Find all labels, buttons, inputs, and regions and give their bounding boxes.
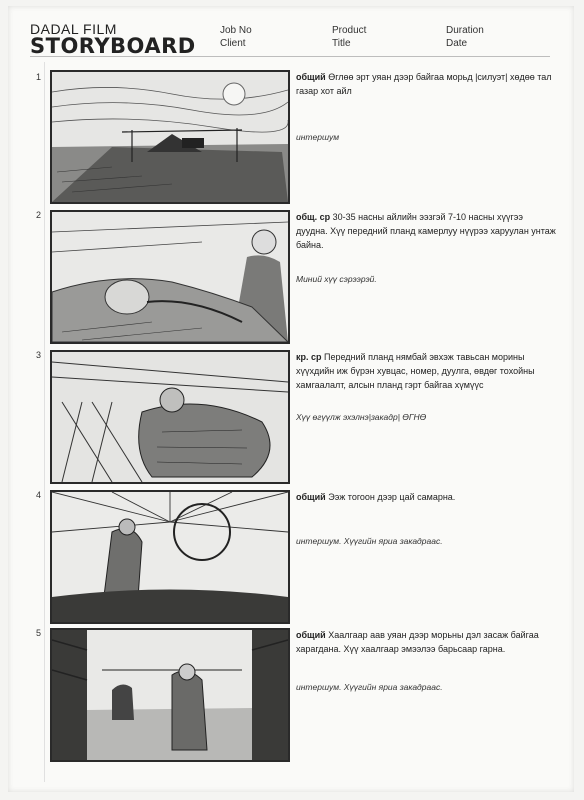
client-label: Client xyxy=(220,38,246,49)
panel-number: 1 xyxy=(36,72,42,82)
audio-note: интершум xyxy=(296,132,340,142)
duration-label: Duration xyxy=(446,25,484,36)
storyboard-frame-4 xyxy=(50,490,290,624)
shot-description: Хаалгаар аав уяан дээр морьны дэл засаж байгаа харагдана. Хүү хаалгаар эмээлээ барьсаар гарна. xyxy=(296,630,539,654)
shot-type: общий xyxy=(296,630,326,640)
sketch-boy-sleeping xyxy=(52,212,288,342)
audio-note: интершум. Хүүгийн яриа закадраас. xyxy=(296,682,443,692)
panel-description xyxy=(296,490,556,504)
panel-description xyxy=(296,70,556,98)
product-label: Product xyxy=(332,25,367,36)
sketch-doorway-horse xyxy=(52,630,288,760)
shot-type: общ. ср xyxy=(296,212,331,222)
brand-logo xyxy=(30,22,196,56)
date-label: Date xyxy=(446,38,468,49)
panel-number: 2 xyxy=(36,210,42,220)
document-title: STORYBOARD xyxy=(30,34,196,58)
panel-number: 4 xyxy=(36,490,42,500)
sketch-mother-tea xyxy=(52,492,288,622)
shot-description: Ээж тогоон дээр цай самарна. xyxy=(325,492,456,502)
shot-type: общий xyxy=(296,72,326,82)
header-divider xyxy=(30,56,550,57)
panel-description xyxy=(296,210,556,252)
storyboard-frame-2 xyxy=(50,210,290,344)
shot-description: 30-35 насны айлийн ээзгэй 7-10 насны хүүгээ дуудна. Хүү передний планд камерлуу нүүрээ харуулан унтаж байна. xyxy=(296,212,556,250)
storyboard-frame-5 xyxy=(50,628,290,762)
shot-type: кр. ср xyxy=(296,352,322,362)
shot-description: Передний планд нямбай эвхэж тавьсан морины хүүхдийн иж бүрэн хувцас, номер, дуулга, өвдөг тохойны хамгаалалт, алсын планд гэрт байгаа хүмүүс xyxy=(296,352,535,390)
panel-description xyxy=(296,350,556,392)
panel-number: 5 xyxy=(36,628,42,638)
audio-note: Хүү өгүүлж эхэлнэ|закадр| ӨГНӨ xyxy=(296,412,427,422)
job-no-label: Job No xyxy=(220,25,252,36)
sketch-folded-gear xyxy=(52,352,288,482)
sketch-steppe-dawn xyxy=(52,72,288,202)
panel-number: 3 xyxy=(36,350,42,360)
margin-line xyxy=(44,62,45,782)
audio-note: Миний хүү сэрээрэй. xyxy=(296,274,377,284)
shot-description: Өглөө эрт уяан дээр байгаа морьд |силуэт| хөдөө тал газар хот айл xyxy=(296,72,552,96)
storyboard-frame-1 xyxy=(50,70,290,204)
audio-note: интершум. Хүүгийн яриа закадраас. xyxy=(296,536,443,546)
title-label: Title xyxy=(332,38,351,49)
shot-type: общий xyxy=(296,492,326,502)
company-name: DADAL FILM xyxy=(30,21,117,37)
storyboard-frame-3 xyxy=(50,350,290,484)
panel-description xyxy=(296,628,556,656)
